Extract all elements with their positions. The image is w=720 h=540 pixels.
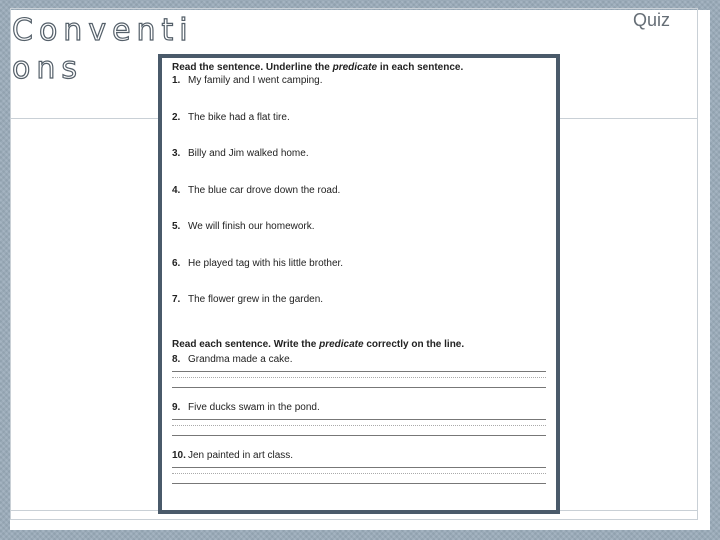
slide-title: Conventions xyxy=(12,13,194,86)
part1-instruction: Read the sentence. Underline the predicate in each sentence. xyxy=(172,62,464,73)
item-number: 10. xyxy=(172,449,186,461)
item-number: 3. xyxy=(172,148,181,159)
item-sentence: The bike had a flat tire. xyxy=(188,111,290,123)
worksheet-image xyxy=(158,54,560,514)
list-item xyxy=(172,73,546,110)
part1-list xyxy=(172,73,546,329)
answer-line xyxy=(172,387,546,388)
item-sentence: Five ducks swam in the pond. xyxy=(188,401,320,413)
answer-line xyxy=(172,435,546,436)
item-sentence: The flower grew in the garden. xyxy=(188,294,324,305)
answer-guide-line xyxy=(172,425,546,426)
item-number: 7. xyxy=(172,294,181,305)
list-item xyxy=(172,398,546,446)
list-item xyxy=(172,446,546,494)
item-sentence: Grandma made a cake. xyxy=(188,353,293,365)
item-number: 5. xyxy=(172,221,181,232)
item-sentence: The blue car drove down the road. xyxy=(188,184,341,196)
item-number: 8. xyxy=(172,353,181,365)
item-sentence: We will finish our homework. xyxy=(188,221,315,232)
answer-line xyxy=(172,419,546,420)
part2-instruction: Read each sentence. Write the predicate correctly on the line. xyxy=(172,338,465,350)
answer-line xyxy=(172,371,546,372)
part2-list xyxy=(172,350,546,494)
item-number: 4. xyxy=(172,184,181,196)
answer-guide-line xyxy=(172,473,546,474)
answer-line xyxy=(172,483,546,484)
list-item xyxy=(172,110,546,147)
item-sentence: Billy and Jim walked home. xyxy=(188,148,309,159)
item-number: 1. xyxy=(172,75,181,86)
answer-guide-line xyxy=(172,377,546,378)
list-item xyxy=(172,256,546,293)
item-sentence: He played tag with his little brother. xyxy=(188,257,344,269)
answer-line xyxy=(172,467,546,468)
item-sentence: Jen painted in art class. xyxy=(188,449,294,461)
list-item xyxy=(172,183,546,220)
item-sentence: My family and I went camping. xyxy=(188,75,323,86)
list-item xyxy=(172,292,546,329)
item-number: 6. xyxy=(172,257,181,269)
item-number: 9. xyxy=(172,401,181,413)
slide-tag: Quiz xyxy=(633,10,671,30)
item-number: 2. xyxy=(172,111,181,123)
list-item xyxy=(172,146,546,183)
list-item xyxy=(172,350,546,398)
list-item xyxy=(172,219,546,256)
